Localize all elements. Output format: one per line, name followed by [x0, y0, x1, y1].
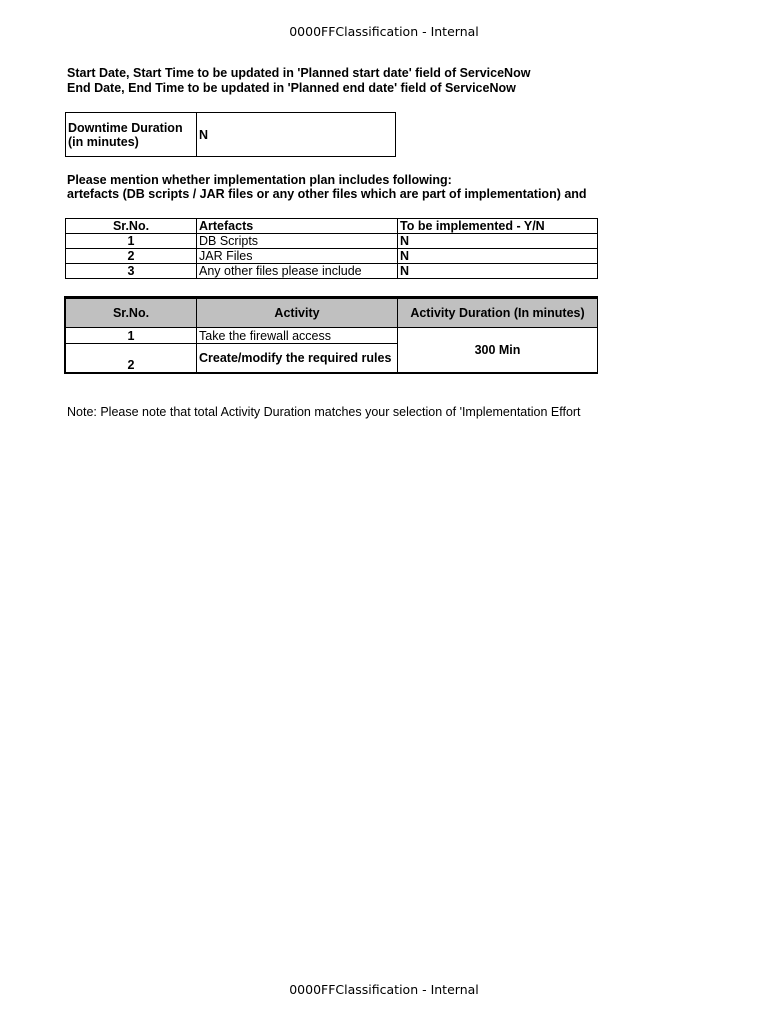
activities-header-row [65, 298, 598, 328]
activity-description[interactable]: Create/modify the required rules [197, 344, 398, 374]
downtime-label-line1: Downtime Duration [68, 120, 183, 135]
artefact-name: Any other files please include [197, 264, 398, 279]
activity-srno: 2 [65, 344, 197, 374]
artefacts-header-artefacts: Artefacts [197, 219, 398, 234]
header-classification: 0000FFClassification - Internal [289, 24, 479, 39]
footer-classification: 0000FFClassification - Internal [289, 982, 479, 997]
activity-description[interactable]: Take the firewall access [197, 328, 398, 344]
activity-duration-note: Note: Please note that total Activity Duration matches your selection of 'Implementation Effort [67, 405, 581, 419]
artefact-srno: 2 [66, 249, 197, 264]
table-row [65, 328, 598, 344]
activities-table [64, 296, 598, 374]
artefacts-header-row [66, 219, 598, 234]
downtime-label [66, 113, 197, 157]
artefact-name: JAR Files [197, 249, 398, 264]
artefact-implemented-value[interactable]: N [398, 264, 598, 279]
artefact-srno: 1 [66, 234, 197, 249]
mention-text [67, 173, 598, 201]
downtime-row [66, 113, 396, 157]
artefact-srno: 3 [66, 264, 197, 279]
artefacts-header-implemented: To be implemented - Y/N [398, 219, 598, 234]
artefact-name: DB Scripts [197, 234, 398, 249]
activities-header-srno: Sr.No. [65, 298, 197, 328]
activities-header-duration: Activity Duration (In minutes) [398, 298, 598, 328]
mention-line1: Please mention whether implementation plan includes following: [67, 173, 452, 187]
intro-line-start: Start Date, Start Time to be updated in 'Planned start date' field of ServiceNow [67, 66, 531, 80]
activities-header-activity: Activity [197, 298, 398, 328]
table-row [66, 234, 598, 249]
intro-line-end: End Date, End Time to be updated in 'Planned end date' field of ServiceNow [67, 81, 516, 95]
artefacts-table [65, 218, 598, 279]
activity-duration-value[interactable]: 300 Min [398, 328, 598, 374]
artefacts-header-srno: Sr.No. [66, 219, 197, 234]
activity-srno: 1 [65, 328, 197, 344]
table-row [66, 249, 598, 264]
artefact-implemented-value[interactable]: N [398, 234, 598, 249]
intro-instructions [67, 66, 530, 96]
mention-line2: artefacts (DB scripts / JAR files or any other files which are part of implementation) and [67, 187, 587, 201]
table-row [66, 264, 598, 279]
downtime-table [65, 112, 396, 157]
artefact-implemented-value[interactable]: N [398, 249, 598, 264]
downtime-value[interactable]: N [197, 113, 396, 157]
downtime-label-line2: (in minutes) [68, 134, 139, 149]
